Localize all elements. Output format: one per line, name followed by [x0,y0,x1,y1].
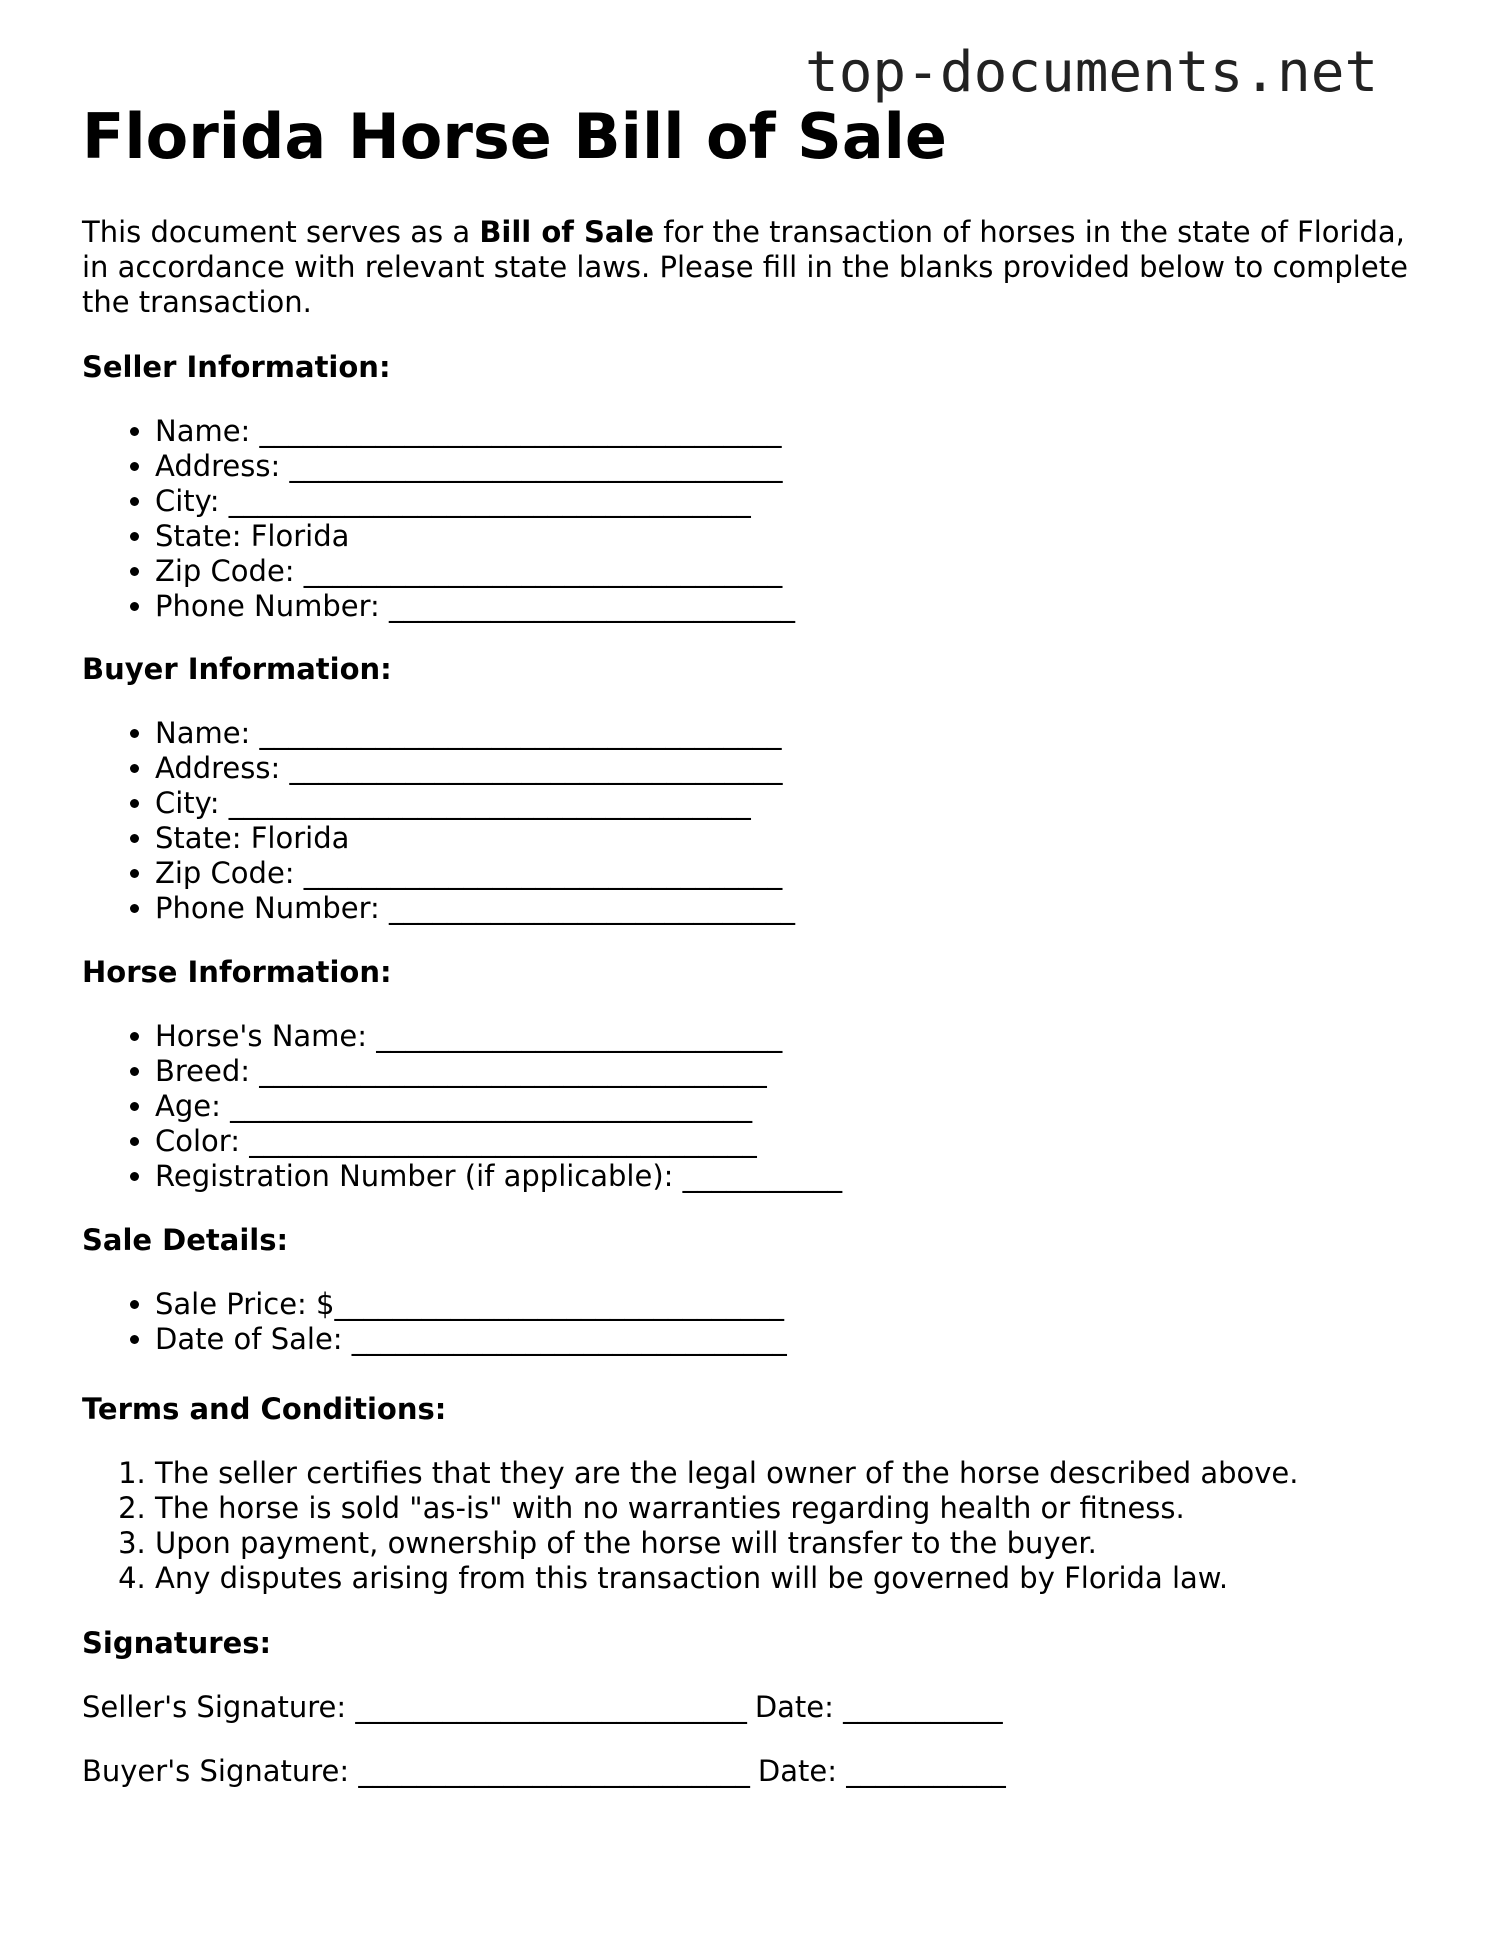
term-item: 2. The horse is sold "as-is" with no warranties regarding health or fitness. [155,1491,1298,1526]
term-item: 3. Upon payment, ownership of the horse will transfer to the buyer. [155,1526,1298,1561]
buyer-state-field: • State: Florida [155,821,795,856]
terms-list [82,1456,1298,1596]
watermark: top-documents.net [805,40,1379,105]
signatures-heading: Signatures: [82,1626,272,1660]
horse-fields-list [82,1019,842,1194]
buyer-address-field[interactable]: • Address: __________________________________ [155,751,795,786]
intro-text-after: for the transaction of horses in the state of Florida, in accordance with relevant state laws. Please fill in the blanks provided below to complete the transaction. [82,215,1408,319]
intro-text-before: This document serves as a [82,215,480,249]
buyer-phone-field[interactable]: • Phone Number: ____________________________ [155,891,795,926]
terms-heading: Terms and Conditions: [82,1392,447,1426]
seller-phone-field[interactable]: • Phone Number: ____________________________ [155,589,795,624]
buyer-zip-field[interactable]: • Zip Code: _________________________________ [155,856,795,891]
buyer-heading: Buyer Information: [82,652,392,686]
term-item: 1. The seller certifies that they are the legal owner of the horse described above. [155,1456,1298,1491]
seller-city-field[interactable]: • City: ____________________________________ [155,484,795,519]
buyer-city-field[interactable]: • City: ____________________________________ [155,786,795,821]
buyer-fields-list [82,716,795,926]
intro-bold-term: Bill of Sale [479,215,655,249]
horse-age-field[interactable]: • Age: ____________________________________ [155,1089,842,1124]
horse-name-field[interactable]: • Horse's Name: ____________________________ [155,1019,842,1054]
horse-registration-field[interactable]: • Registration Number (if applicable): ___________ [155,1159,842,1194]
seller-name-field[interactable]: • Name: ____________________________________ [155,414,795,449]
term-item: 4. Any disputes arising from this transaction will be governed by Florida law. [155,1561,1298,1596]
sale-price-field[interactable]: • Sale Price: $_______________________________ [155,1287,787,1322]
intro-paragraph [82,215,1412,320]
seller-state-field: • State: Florida [155,519,795,554]
page-title: Florida Horse Bill of Sale [82,100,947,173]
horse-breed-field[interactable]: • Breed: ___________________________________ [155,1054,842,1089]
sale-fields-list [82,1287,787,1357]
sale-heading: Sale Details: [82,1223,289,1257]
seller-address-field[interactable]: • Address: __________________________________ [155,449,795,484]
buyer-signature-line [82,1754,1006,1789]
seller-heading: Seller Information: [82,350,391,384]
sale-date-field[interactable]: • Date of Sale: ______________________________ [155,1322,787,1357]
horse-color-field[interactable]: • Color: ___________________________________ [155,1124,842,1159]
buyer-date-field[interactable]: Date: ___________ [757,1754,1006,1788]
seller-fields-list [82,414,795,624]
horse-heading: Horse Information: [82,955,392,989]
buyer-name-field[interactable]: • Name: ____________________________________ [155,716,795,751]
buyer-signature-field[interactable]: Buyer's Signature: ___________________________ [82,1754,750,1788]
seller-zip-field[interactable]: • Zip Code: _________________________________ [155,554,795,589]
seller-signature-line [82,1690,1003,1725]
seller-signature-field[interactable]: Seller's Signature: ___________________________ [82,1690,747,1724]
seller-date-field[interactable]: Date: ___________ [754,1690,1003,1724]
